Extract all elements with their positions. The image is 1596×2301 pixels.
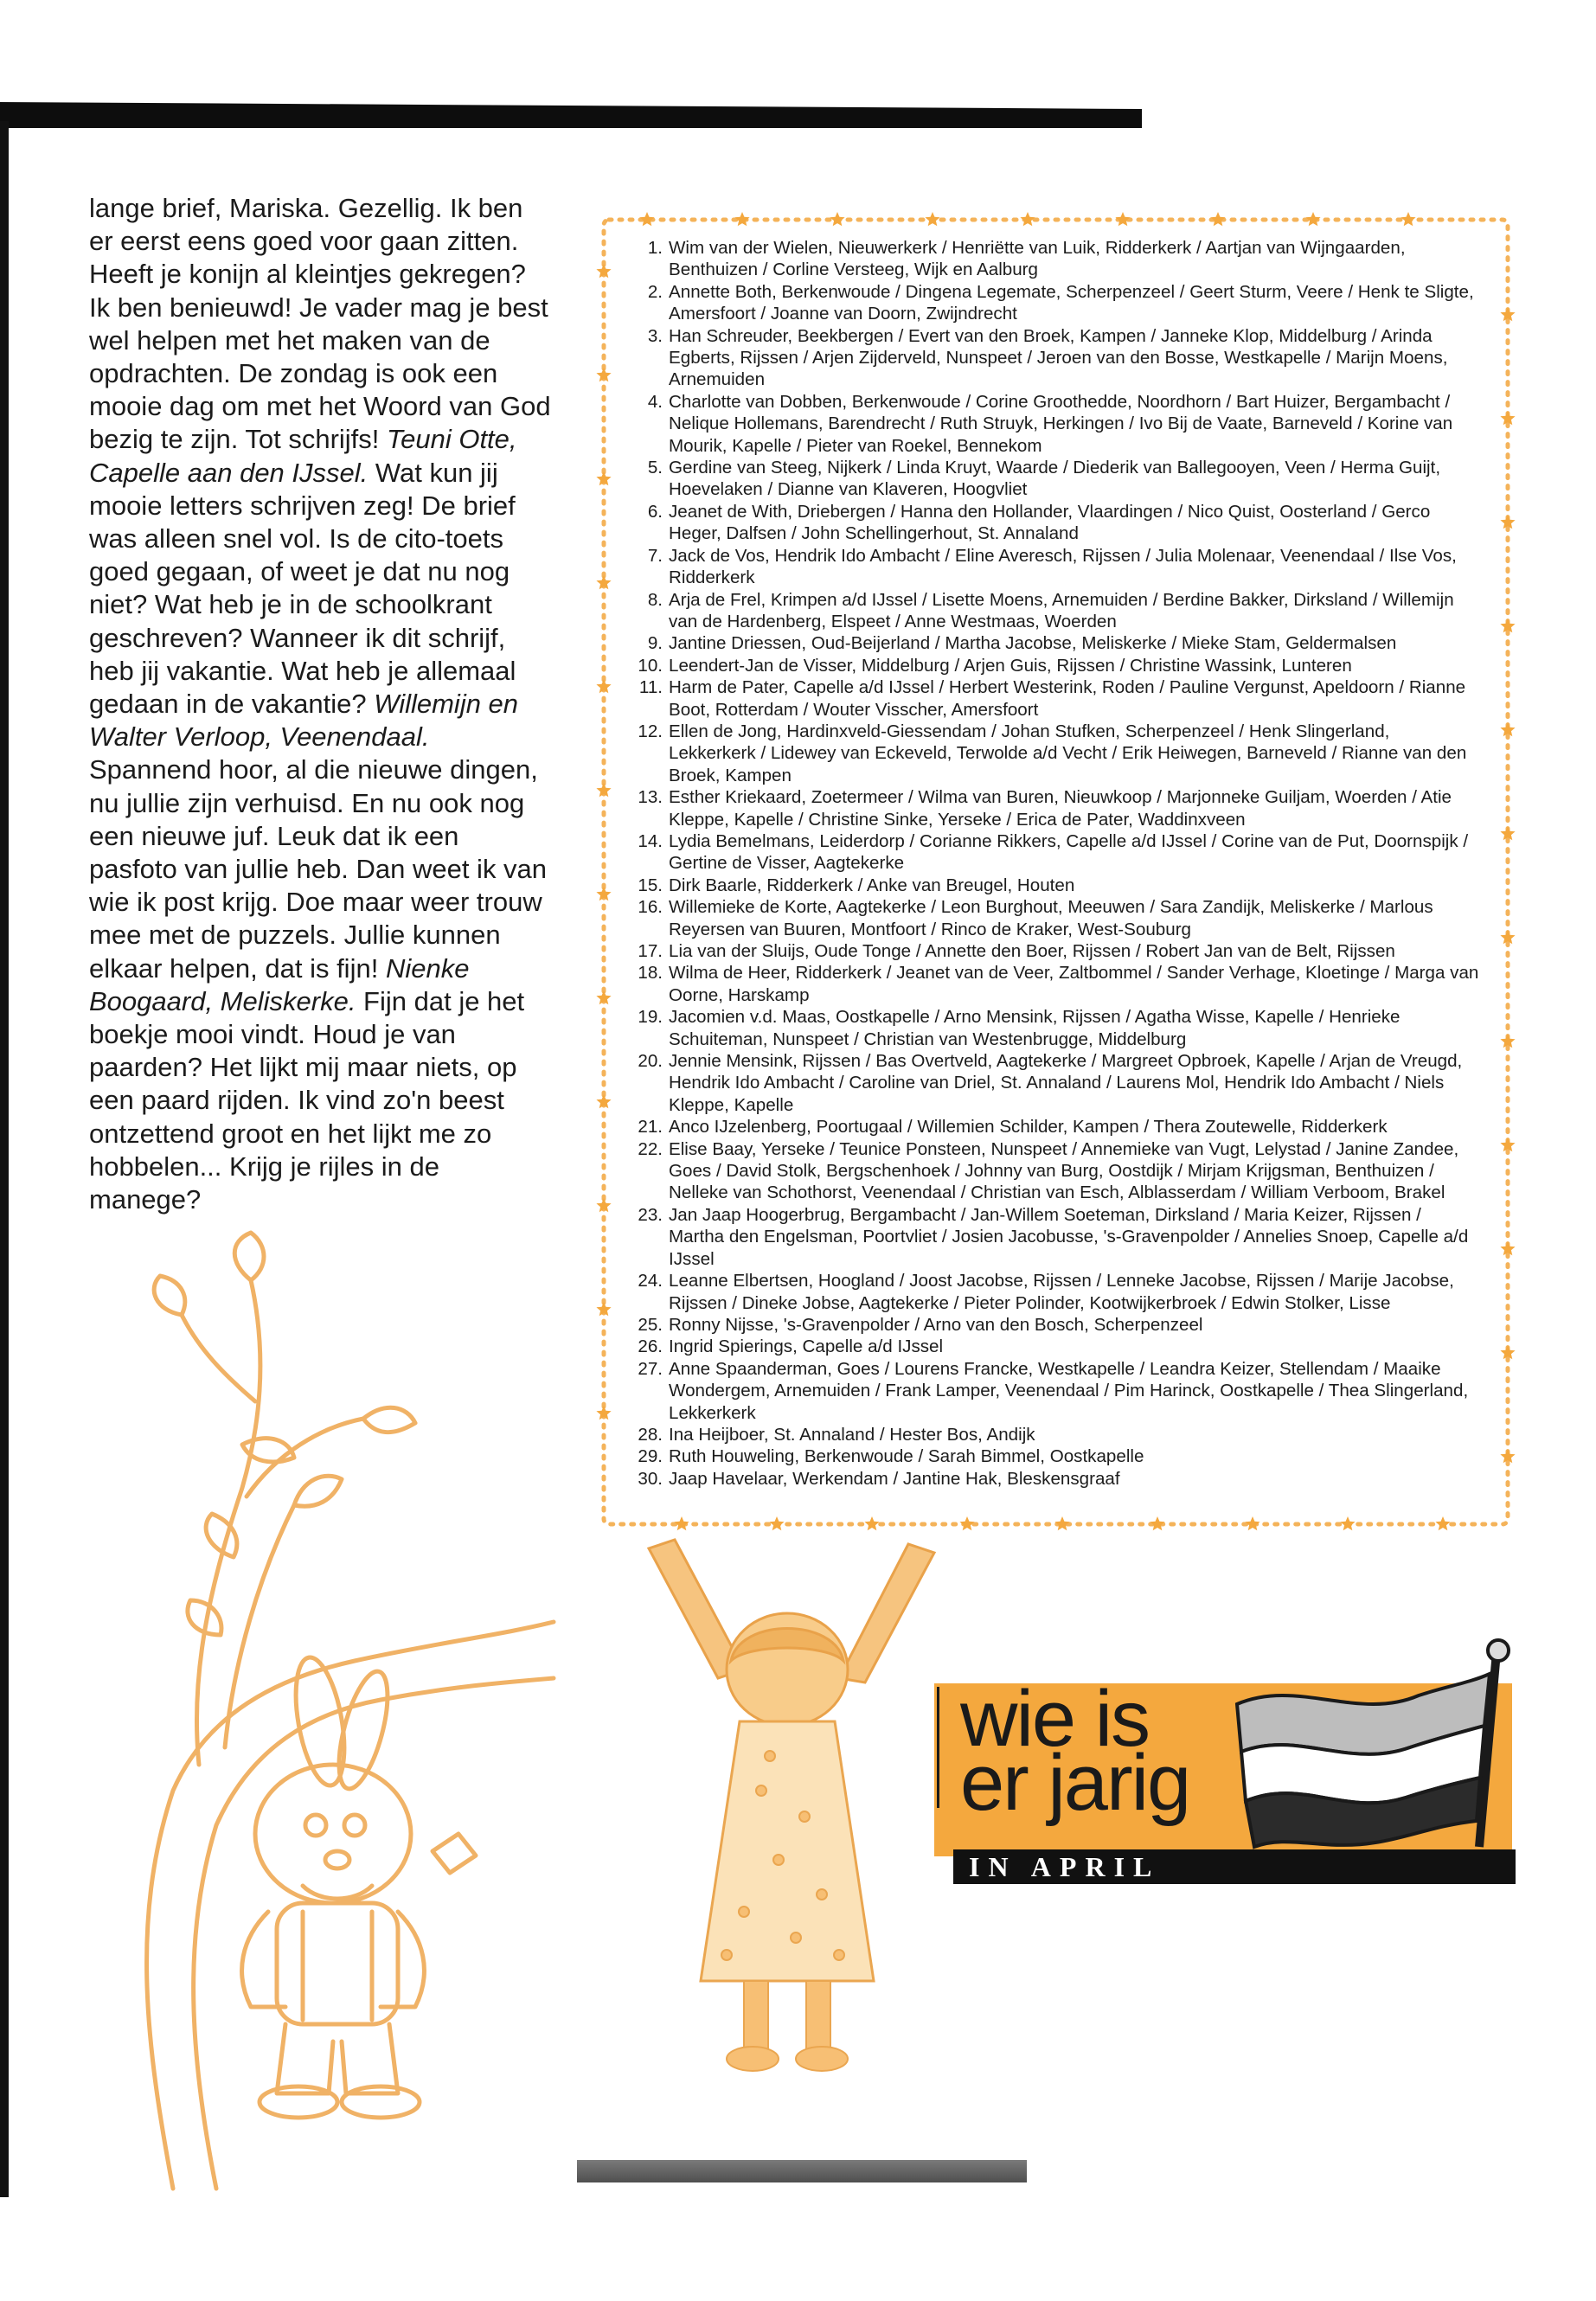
birthday-day-number: 21.	[638, 1117, 663, 1138]
birthday-names: Ina Heijboer, St. Annaland / Hester Bos, Andijk	[669, 1424, 1035, 1445]
birthday-entry	[628, 632, 1480, 654]
birthday-entry	[628, 1424, 1480, 1445]
birthday-day-number: 30.	[638, 1468, 663, 1489]
birthday-names: Lydia Bemelmans, Leiderdorp / Corianne Rikkers, Capelle a/d IJssel / Corine van de Put, Doornspijk / Gertine de Visser, Aagtekerke	[669, 830, 1469, 874]
birthday-names: Wilma de Heer, Ridderkerk / Jeanet van de Veer, Zaltbommel / Sander Verhage, Kloetinge / Marga van Oorne, Harskamp	[669, 963, 1479, 1005]
left-edge-band	[0, 121, 9, 2197]
star-icon	[864, 1516, 879, 1530]
birthday-names: Ruth Houweling, Berkenwoude / Sarah Bimmel, Oostkapelle	[669, 1446, 1144, 1467]
birthday-day-number: 2.	[647, 281, 663, 302]
birthday-entry	[628, 940, 1480, 962]
birthday-names: Leendert-Jan de Visser, Middelburg / Arjen Guis, Rijssen / Christine Wassink, Lunteren	[669, 655, 1352, 676]
birthday-names: Jaap Havelaar, Werkendam / Jantine Hak, Bleskensgraaf	[669, 1468, 1120, 1489]
birthday-names: Gerdine van Steeg, Nijkerk / Linda Kruyt, Waarde / Diederik van Ballegooyen, Veen / Herma Guijt, Hoevelaken / Dianne van Klaveren, Hoogvliet	[669, 458, 1441, 500]
birthday-names: Harm de Pater, Capelle a/d IJssel / Herbert Westerink, Roden / Pauline Vergunst, Apeldoorn / Rianne Boot, Rotterdam / Wouter Visscher, Amersfoort	[669, 677, 1466, 720]
birthday-entry	[628, 962, 1480, 1006]
birthday-day-number: 12.	[638, 721, 663, 741]
star-icon	[1210, 212, 1225, 226]
birthday-day-number: 23.	[638, 1204, 663, 1225]
birthday-day-number: 18.	[638, 963, 663, 984]
birthday-day-number: 28.	[638, 1424, 663, 1445]
letter-text: Fijn dat je het boekje mooi vindt. Houd je van paarden? Het lijkt mij maar niets, op een paard rijden. Ik vind zo'n beest ontzettend groot en het lijkt me zo hobbelen... Krijg je rijles in de manege?	[89, 985, 525, 1215]
letter-recipient-name: Teuni Otte, Capelle aan den IJssel.	[89, 424, 517, 488]
birthday-names: Dirk Baarle, Ridderkerk / Anke van Breugel, Houten	[669, 875, 1075, 895]
top-edge-band	[0, 102, 1596, 128]
star-icon	[1054, 1516, 1069, 1530]
star-icon	[1150, 1516, 1164, 1530]
birthday-names: Anco IJzelenberg, Poortugaal / Willemien Schilder, Kampen / Thera Zoutewelle, Ridderkerk	[669, 1117, 1388, 1138]
birthday-entry	[628, 1138, 1480, 1204]
birthday-names: Ellen de Jong, Hardinxveld-Giessendam / Johan Stufken, Scherpenzeel / Henk Slingerland, Lekkerkerk / Lidewey van Eckeveld, Terwolde a/d Vecht / Erik Heiwegen, Barneveld / Rianne van den Broek, Kampen	[669, 721, 1467, 785]
birthday-entry	[628, 1270, 1480, 1314]
birthday-entry	[628, 1445, 1480, 1467]
birthday-names: Willemieke de Korte, Aagtekerke / Leon Burghout, Meeuwen / Sara Zandijk, Meliskerke / Marlous Reyersen van Buuren, Montfoort / Rinco de Kraker, West-Souburg	[669, 897, 1433, 939]
star-icon	[1435, 1516, 1450, 1530]
birthday-entry	[628, 1314, 1480, 1336]
bottom-grey-bar	[577, 2160, 1027, 2182]
birthday-day-number: 14.	[638, 830, 663, 851]
banner-title	[960, 1675, 1190, 1827]
banner-title-line1: wie is	[960, 1675, 1150, 1763]
birthday-day-number: 20.	[638, 1051, 663, 1072]
birthday-day-number: 5.	[647, 458, 663, 478]
letter-recipient-name: Nienke Boogaard, Meliskerke.	[89, 952, 470, 1016]
birthday-entry	[628, 1358, 1480, 1424]
birthday-names: Han Schreuder, Beekbergen / Evert van den Broek, Kampen / Janneke Klop, Middelburg / Arinda Egberts, Rijssen / Arjen Zijderveld, Nunspeet / Jeroen van den Bosse, Westkapelle / Marijn Moens, Arnemuiden	[669, 325, 1448, 390]
birthday-day-number: 19.	[638, 1007, 663, 1028]
birthday-day-number: 15.	[638, 875, 663, 895]
birthday-names: Charlotte van Dobben, Berkenwoude / Corine Groothedde, Noordhorn / Bart Huizer, Bergambacht / Nelique Hollemans, Barendrecht / Ruth Struyk, Herkingen / Ivo Bij de Vaate, Barneveld / Korine van Mourik, Kapelle / Pieter van Roekel, Bennekom	[669, 391, 1453, 456]
birthday-entry	[628, 589, 1480, 633]
birthday-names: Arja de Frel, Krimpen a/d IJssel / Lisette Moens, Arnemuiden / Berdine Bakker, Dirksland / Willemijn van de Hardenberg, Elspeet / Anne Westmaas, Woerden	[669, 589, 1454, 631]
birthday-day-number: 25.	[638, 1314, 663, 1335]
birthday-names: Jacomien v.d. Maas, Oostkapelle / Arno Mensink, Rijssen / Agatha Wisse, Kapelle / Henrieke Schuiteman, Nunspeet / Christian van Westenbrugge, Middelburg	[669, 1007, 1401, 1049]
birthday-list	[628, 237, 1480, 1490]
birthday-day-number: 24.	[638, 1271, 663, 1292]
birthday-day-number: 29.	[638, 1446, 663, 1467]
birthday-day-number: 6.	[647, 501, 663, 522]
birthday-names: Esther Kriekaard, Zoetermeer / Wilma van Buren, Nieuwkoop / Marjonneke Guiljam, Woerden / Atie Kleppe, Kapelle / Christine Sinke, Yerseke / Erica de Pater, Waddinxveen	[669, 787, 1452, 830]
birthday-day-number: 27.	[638, 1358, 663, 1379]
birthday-entry	[628, 875, 1480, 896]
star-icon	[1305, 212, 1320, 226]
birthday-entry	[628, 501, 1480, 545]
girl-illustration	[614, 1531, 960, 2085]
birthday-day-number: 4.	[647, 391, 663, 412]
birthday-day-number: 3.	[647, 325, 663, 346]
birthday-day-number: 9.	[647, 633, 663, 654]
star-icon	[769, 1516, 784, 1530]
birthday-names: Ronny Nijsse, 's-Gravenpolder / Arno van den Bosch, Scherpenzeel	[669, 1314, 1203, 1335]
birthday-entry	[628, 457, 1480, 501]
birthday-entry	[628, 721, 1480, 786]
star-icon	[1020, 212, 1035, 226]
birthday-entry	[628, 1336, 1480, 1357]
star-icon	[674, 1516, 689, 1530]
birthday-entry	[628, 676, 1480, 721]
birthday-names: Elise Baay, Yerseke / Teunice Ponsteen, Nunspeet / Annemieke van Vugt, Lelystad / Janine Zandee, Goes / David Stolk, Bergschenhoek / Johnny van Burg, Oostdijk / Mirjam Krijgsman, Benthuizen / Nelleke van Schothorst, Veenendaal / Christian van Esch, Alblasserdam / William Verboom, Brakel	[669, 1138, 1459, 1203]
birthday-names: Wim van der Wielen, Nieuwerkerk / Henriëtte van Luik, Ridderkerk / Aartjan van Wijngaarden, Benthuizen / Corline Versteeg, Wijk en Aalburg	[669, 238, 1406, 280]
birthday-entry	[628, 237, 1480, 281]
tree-rabbit-illustration	[69, 1228, 571, 2197]
star-icon	[1245, 1516, 1259, 1530]
birthday-entry	[628, 655, 1480, 676]
banner-title-line2: er jarig	[960, 1739, 1190, 1827]
birthday-entry	[628, 1204, 1480, 1270]
birthday-entry	[628, 281, 1480, 325]
birthday-names: Annette Both, Berkenwoude / Dingena Legemate, Scherpenzeel / Geert Sturm, Veere / Henk te Sligte, Amersfoort / Joanne van Doorn, Zwijndrecht	[669, 281, 1474, 324]
letters-column	[89, 192, 552, 1216]
birthday-day-number: 22.	[638, 1138, 663, 1159]
birthday-names: Anne Spaanderman, Goes / Lourens Francke, Westkapelle / Leandra Keizer, Stellendam / Maaike Wondergem, Arnemuiden / Frank Lamper, Veenendaal / Pim Harinck, Oostkapelle / Thea Slingerland, Lekkerkerk	[669, 1358, 1469, 1423]
birthday-list-box	[595, 211, 1519, 1535]
banner-subtitle: IN APRIL	[969, 1851, 1161, 1882]
birthday-entry	[628, 545, 1480, 589]
birthday-names: Leanne Elbertsen, Hoogland / Joost Jacobse, Rijssen / Lenneke Jacobse, Rijssen / Marije Jacobse, Rijssen / Dineke Jobse, Aagtekerke / Pieter Polinder, Kootwijkerbroek / Edwin Stolker, Lisse	[669, 1271, 1454, 1313]
birthday-entry	[628, 1006, 1480, 1050]
birthday-day-number: 17.	[638, 941, 663, 961]
birthday-entry	[628, 325, 1480, 391]
birthday-day-number: 11.	[638, 677, 663, 698]
birthday-names: Lia van der Sluijs, Oude Tonge / Annette den Boer, Rijssen / Robert Jan van de Belt, Rijssen	[669, 941, 1395, 961]
birthday-day-number: 10.	[638, 655, 663, 676]
birthday-names: Jantine Driessen, Oud-Beijerland / Martha Jacobse, Meliskerke / Mieke Stam, Geldermalsen	[669, 633, 1397, 654]
birthday-entry	[628, 1050, 1480, 1116]
star-icon	[1401, 212, 1415, 226]
birthday-day-number: 13.	[638, 787, 663, 808]
birthday-banner	[934, 1635, 1518, 1894]
birthday-entry	[628, 830, 1480, 875]
birthday-day-number: 7.	[647, 545, 663, 566]
birthday-day-number: 26.	[638, 1336, 663, 1357]
star-icon	[925, 212, 939, 226]
birthday-entry	[628, 391, 1480, 457]
birthday-entry	[628, 1116, 1480, 1138]
banner-left-rule	[937, 1687, 939, 1808]
star-icon	[1115, 212, 1130, 226]
birthday-day-number: 16.	[638, 897, 663, 918]
birthday-entry	[628, 1468, 1480, 1490]
birthday-names: Jack de Vos, Hendrik Ido Ambacht / Eline Averesch, Rijssen / Julia Molenaar, Veenendaal / Ilse Vos, Ridderkerk	[669, 545, 1457, 588]
birthday-names: Jennie Mensink, Rijssen / Bas Overtveld, Aagtekerke / Margreet Opbroek, Kapelle / Arjan de Vreugd, Hendrik Ido Ambacht / Caroline van Driel, St. Annaland / Laurens Mol, Hendrik Ido Ambacht / Niels Kleppe, Kapelle	[669, 1051, 1463, 1115]
star-icon	[959, 1516, 974, 1530]
star-icon	[734, 212, 749, 226]
birthday-day-number: 1.	[647, 238, 663, 258]
birthday-names: Jeanet de With, Driebergen / Hanna den Hollander, Vlaardingen / Nico Quist, Oosterland / Gerco Heger, Dalfsen / John Schellingerhout, St. Annaland	[669, 501, 1431, 544]
letter-recipient-name: Willemijn en Walter Verloop, Veenendaal.	[89, 689, 519, 753]
star-icon	[639, 212, 654, 226]
letters-text	[89, 192, 552, 1216]
birthday-entry	[628, 786, 1480, 830]
star-icon	[1340, 1516, 1355, 1530]
birthday-names: Ingrid Spierings, Capelle a/d IJssel	[669, 1336, 944, 1357]
letter-text: Spannend hoor, al die nieuwe dingen, nu jullie zijn verhuisd. En nu ook nog een nieuwe juf. Leuk dat ik een pasfoto van jullie heb. Dan weet ik van wie ik post krijg. Doe maar weer trouw mee met de puzzels. Jullie kunnen elkaar helpen, dat is fijn!	[89, 754, 548, 984]
flag-icon	[1220, 1635, 1518, 1851]
letter-text: lange brief, Mariska. Gezellig. Ik ben er eerst eens goed voor gaan zitten. Heeft je konijn al kleintjes gekregen? Ik ben benieuwd! Je vader mag je best wel helpen met het maken van de opdrachten. De zondag is ook een mooie dag om met het Woord van God bezig te zijn. Tot schrijfs!	[89, 193, 551, 455]
birthday-day-number: 8.	[647, 589, 663, 610]
star-icon	[830, 212, 844, 226]
birthday-entry	[628, 896, 1480, 940]
birthday-names: Jan Jaap Hoogerbrug, Bergambacht / Jan-Willem Soeteman, Dirksland / Maria Keizer, Rijssen / Martha den Engelsman, Poortvliet / Josien Jacobusse, 's-Gravenpolder / Annelies Snoep, Capelle a/d IJssel	[669, 1204, 1469, 1269]
letter-text: Wat kun jij mooie letters schrijven zeg! De brief was alleen snel vol. Is de cito-toets goed gegaan, of weet je dat nu nog niet? Wat heb je in de schoolkrant geschreven? Wanneer ik dit schrijf, heb jij vakantie. Wat heb je allemaal gedaan in de vakantie?	[89, 457, 516, 720]
